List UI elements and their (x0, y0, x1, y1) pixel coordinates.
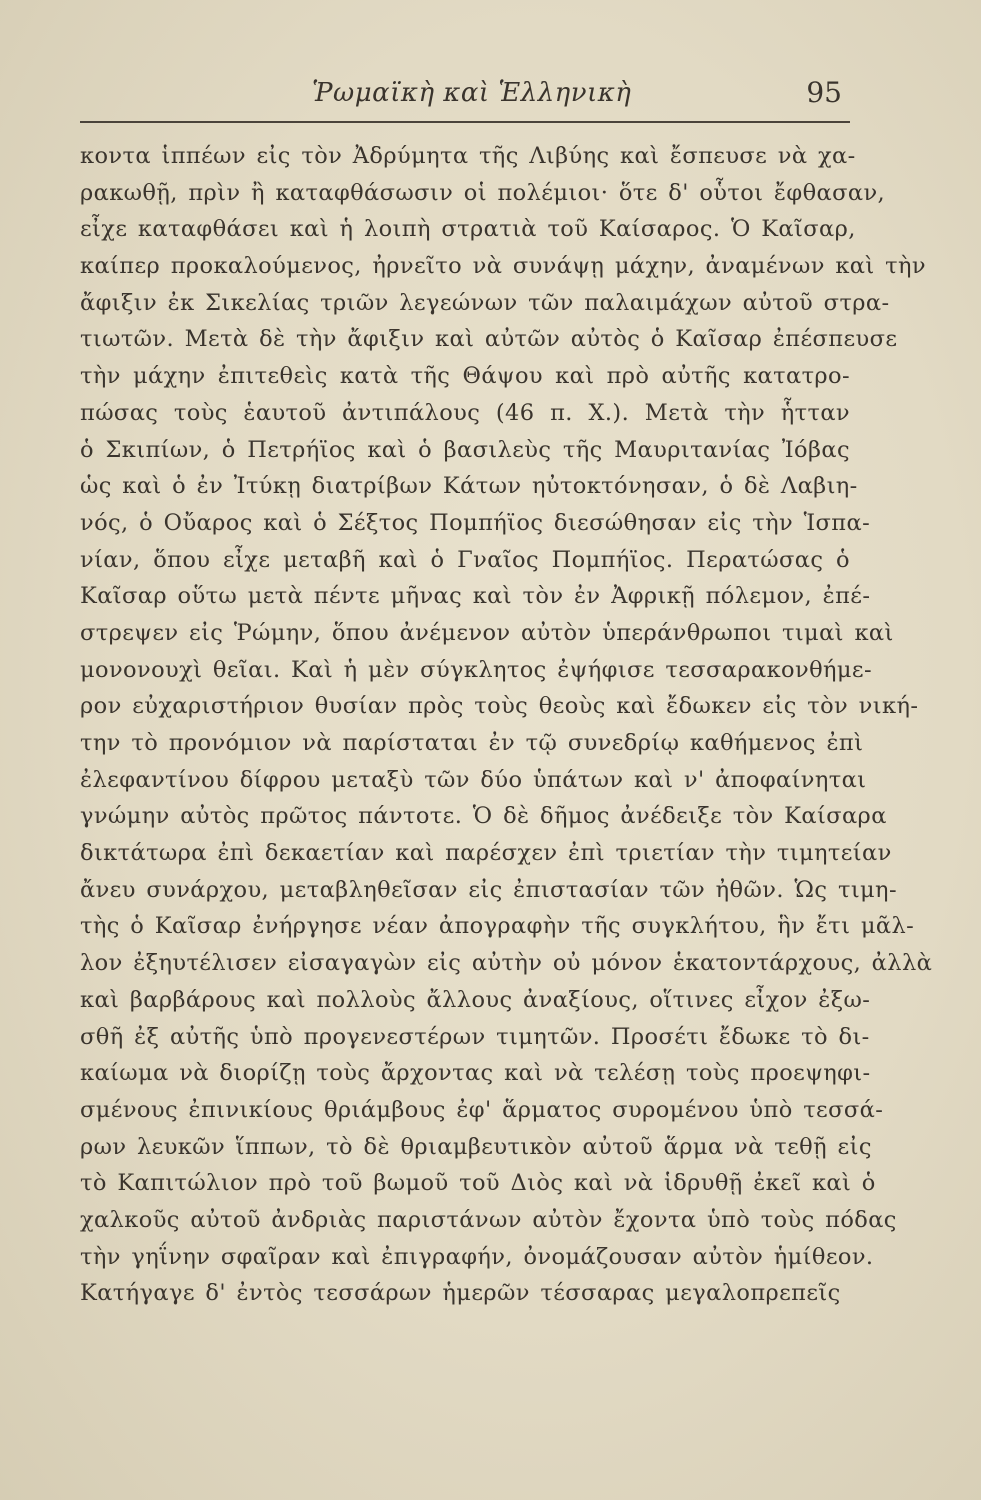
text-line: νίαν, ὅπου εἶχε μεταβῆ καὶ ὁ Γναῖος Πομπήϊος. Περατώσας ὁ (80, 546, 850, 573)
text-line: δικτάτωρα ἐπὶ δεκαετίαν καὶ παρέσχεν ἐπὶ τριετίαν τὴν τιμητείαν (80, 840, 892, 867)
text-line: ρον εὐχαριστήριον θυσίαν πρὸς τοὺς θεοὺς καὶ ἔδωκεν εἰς τὸν νική- (80, 693, 919, 720)
text-line: σθῆ ἐξ αὐτῆς ὑπὸ προγενεστέρων τιμητῶν. Προσέτι ἔδωκε τὸ δι- (80, 1023, 870, 1050)
text-line: τὴν μάχην ἐπιτεθεὶς κατὰ τῆς Θάψου καὶ πρὸ αὐτῆς κατατρο- (80, 363, 850, 390)
text-line: ἄνευ συνάρχου, μεταβληθεῖσαν εἰς ἐπιστασίαν τῶν ἠθῶν. Ὡς τιμη- (80, 876, 897, 903)
text-line: ὡς καὶ ὁ ἐν Ἰτύκῃ διατρίβων Κάτων ηὐτοκτόνησαν, ὁ δὲ Λαβιη- (80, 473, 858, 500)
text-line: τὴν γηΐνην σφαῖραν καὶ ἐπιγραφήν, ὀνομάζουσαν αὐτὸν ἡμίθεον. (80, 1243, 874, 1270)
page-header (80, 78, 850, 114)
text-line: Κατήγαγε δ' ἐντὸς τεσσάρων ἡμερῶν τέσσαρας μεγαλοπρεπεῖς (80, 1280, 841, 1307)
text-line: γνώμην αὐτὸς πρῶτος πάντοτε. Ὁ δὲ δῆμος ἀνέδειξε τὸν Καίσαρα (80, 803, 887, 830)
text-line: καίωμα νὰ διορίζῃ τοὺς ἄρχοντας καὶ νὰ τελέσῃ τοὺς προεψηφι- (80, 1060, 871, 1087)
text-line: τὴς ὁ Καῖσαρ ἐνήργησε νέαν ἀπογραφὴν τῆς συγκλήτου, ἣν ἔτι μᾶλ- (80, 913, 915, 940)
text-line: ὁ Σκιπίων, ὁ Πετρήϊος καὶ ὁ βασιλεὺς τῆς Μαυριτανίας Ἰόβας (80, 436, 850, 463)
text-line: Καῖσαρ οὕτω μετὰ πέντε μῆνας καὶ τὸν ἐν Ἀφρικῇ πόλεμον, ἐπέ- (80, 583, 871, 610)
text-line: τιωτῶν. Μετὰ δὲ τὴν ἄφιξιν καὶ αὐτῶν αὐτὸς ὁ Καῖσαρ ἐπέσπευσε (80, 326, 898, 353)
text-line: πώσας τοὺς ἑαυτοῦ ἀντιπάλους (46 π. Χ.). Μετὰ τὴν ἧτταν (80, 399, 850, 426)
text-line: χαλκοῦς αὐτοῦ ἀνδριὰς παριστάνων αὐτὸν ἔχοντα ὑπὸ τοὺς πόδας (80, 1206, 897, 1233)
text-line: ἐλεφαντίνου δίφρου μεταξὺ τῶν δύο ὑπάτων καὶ ν' ἀποφαίνηται (80, 766, 867, 793)
text-line: ρων λευκῶν ἵππων, τὸ δὲ θριαμβευτικὸν αὐτοῦ ἅρμα νὰ τεθῇ εἰς (80, 1133, 872, 1160)
text-line: εἶχε καταφθάσει καὶ ἡ λοιπὴ στρατιὰ τοῦ Καίσαρος. Ὁ Καῖσαρ, (80, 216, 856, 243)
text-line: καὶ βαρβάρους καὶ πολλοὺς ἄλλους ἀναξίους, οἵτινες εἶχον ἐξω- (80, 986, 871, 1013)
text-line: ἄφιξιν ἐκ Σικελίας τριῶν λεγεώνων τῶν παλαιμάχων αὐτοῦ στρα- (80, 289, 890, 316)
text-line: σμένους ἐπινικίους θριάμβους ἐφ' ἅρματος συρομένου ὑπὸ τεσσά- (80, 1096, 884, 1123)
text-line: τὸ Καπιτώλιον πρὸ τοῦ βωμοῦ τοῦ Διὸς καὶ νὰ ἱδρυθῇ ἐκεῖ καὶ ὁ (80, 1170, 876, 1197)
running-title: Ῥωμαϊκὴ καὶ Ἑλληνικὴ (312, 78, 632, 108)
text-line: λον ἐξηυτέλισεν εἰσαγαγὼν εἰς αὐτὴν οὐ μόνον ἑκατοντάρχους, ἀλλὰ (80, 950, 933, 977)
text-line: καίπερ προκαλούμενος, ἠρνεῖτο νὰ συνάψῃ μάχην, ἀναμένων καὶ τὴν (80, 253, 926, 280)
text-line: μονονουχὶ θεῖαι. Καὶ ἡ μὲν σύγκλητος ἐψήφισε τεσσαρακονθήμε- (80, 656, 872, 683)
page-number: 95 (806, 76, 842, 109)
text-line: στρεψεν εἰς Ῥώμην, ὅπου ἀνέμενον αὐτὸν ὑπεράνθρωποι τιμαὶ καὶ (80, 619, 894, 646)
header-rule (80, 121, 850, 123)
text-line: ρακωθῇ, πρὶν ἢ καταφθάσωσιν οἱ πολέμιοι· ὅτε δ' οὗτοι ἔφθασαν, (80, 179, 886, 206)
text-line: νός, ὁ Οὔαρος καὶ ὁ Σέξτος Πομπήϊος διεσώθησαν εἰς τὴν Ἱσπα- (80, 509, 871, 536)
body-text (80, 138, 933, 1312)
text-line: κοντα ἱππέων εἰς τὸν Ἀδρύμητα τῆς Λιβύης καὶ ἔσπευσε νὰ χα- (80, 143, 856, 169)
text-line: την τὸ προνόμιον νὰ παρίσταται ἐν τῷ συνεδρίῳ καθήμενος ἐπὶ (80, 730, 864, 756)
